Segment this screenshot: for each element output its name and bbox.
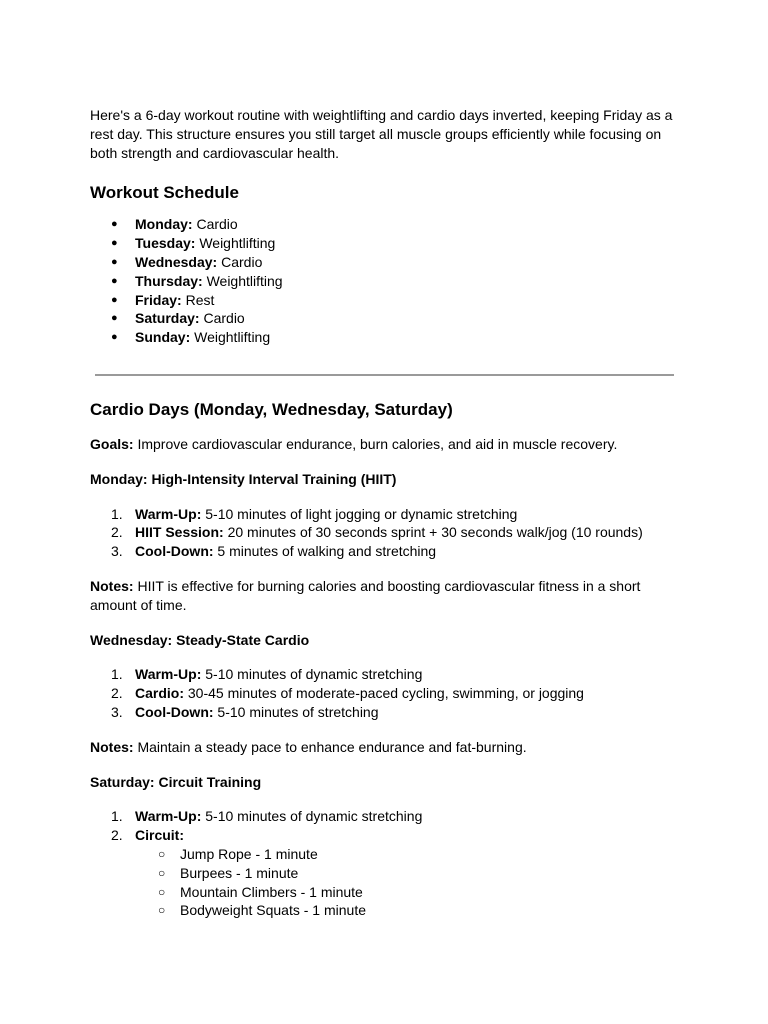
list-item: 2. Circuit: ○ Jump Rope - 1 minute ○ Burpees - 1 minute ○ Mountain Climbers - 1 minute ○ Bodyweight Squats - 1 minute [90, 826, 680, 920]
wednesday-steps [90, 665, 680, 721]
workout-schedule-heading: Workout Schedule [90, 183, 239, 203]
horizontal-divider [95, 374, 674, 376]
monday-notes: Notes: HIIT is effective for burning calories and boosting cardiovascular fitness in a short amount of time. [90, 577, 641, 613]
list-item: 3. Cool-Down: 5 minutes of walking and stretching [111, 543, 437, 560]
list-item: ○ Bodyweight Squats - 1 minute [135, 901, 680, 920]
list-item: ○ Jump Rope - 1 minute [135, 845, 680, 864]
monday-steps [90, 505, 680, 561]
list-item: 1. Warm-Up: 5-10 minutes of dynamic stretching [111, 666, 423, 683]
list-item: ○ Mountain Climbers - 1 minute [135, 883, 680, 902]
list-item: ● Tuesday: Weightlifting [90, 234, 680, 253]
intro-paragraph: Here's a 6-day workout routine with weightlifting and cardio days inverted, keeping Friday as a rest day. This structure ensures you still target all muscle groups efficiently while focusing on both strength and cardiovascular health. [90, 107, 673, 161]
list-item: 2. Cardio: 30-45 minutes of moderate-paced cycling, swimming, or jogging [111, 685, 584, 702]
list-item: ● Saturday: Cardio [90, 309, 680, 328]
saturday-heading: Saturday: Circuit Training [90, 773, 262, 790]
cardio-days-heading: Cardio Days (Monday, Wednesday, Saturday) [90, 399, 453, 419]
schedule-list [90, 215, 680, 347]
goals-paragraph: Goals: Improve cardiovascular endurance, burn calories, and aid in muscle recovery. [90, 435, 618, 452]
wednesday-heading: Wednesday: Steady-State Cardio [90, 631, 310, 648]
list-item: ● Sunday: Weightlifting [90, 328, 680, 347]
list-item: ● Monday: Cardio [90, 215, 680, 234]
list-item: 3. Cool-Down: 5-10 minutes of stretching [111, 703, 379, 720]
list-item: ○ Burpees - 1 minute [135, 864, 680, 883]
wednesday-notes: Notes: Maintain a steady pace to enhance endurance and fat-burning. [90, 738, 527, 755]
saturday-steps [90, 807, 680, 920]
list-item: ● Friday: Rest [90, 291, 680, 310]
list-item: 2. HIIT Session: 20 minutes of 30 seconds sprint + 30 seconds walk/jog (10 rounds) [111, 524, 643, 541]
circuit-list [135, 845, 680, 920]
list-item: ● Thursday: Weightlifting [90, 272, 680, 291]
document-page [90, 106, 680, 920]
list-item: ● Wednesday: Cardio [90, 253, 680, 272]
list-item: 1. Warm-Up: 5-10 minutes of dynamic stretching [111, 808, 423, 825]
monday-heading: Monday: High-Intensity Interval Training (HIIT) [90, 470, 397, 487]
list-item: 1. Warm-Up: 5-10 minutes of light jogging or dynamic stretching [111, 505, 518, 522]
